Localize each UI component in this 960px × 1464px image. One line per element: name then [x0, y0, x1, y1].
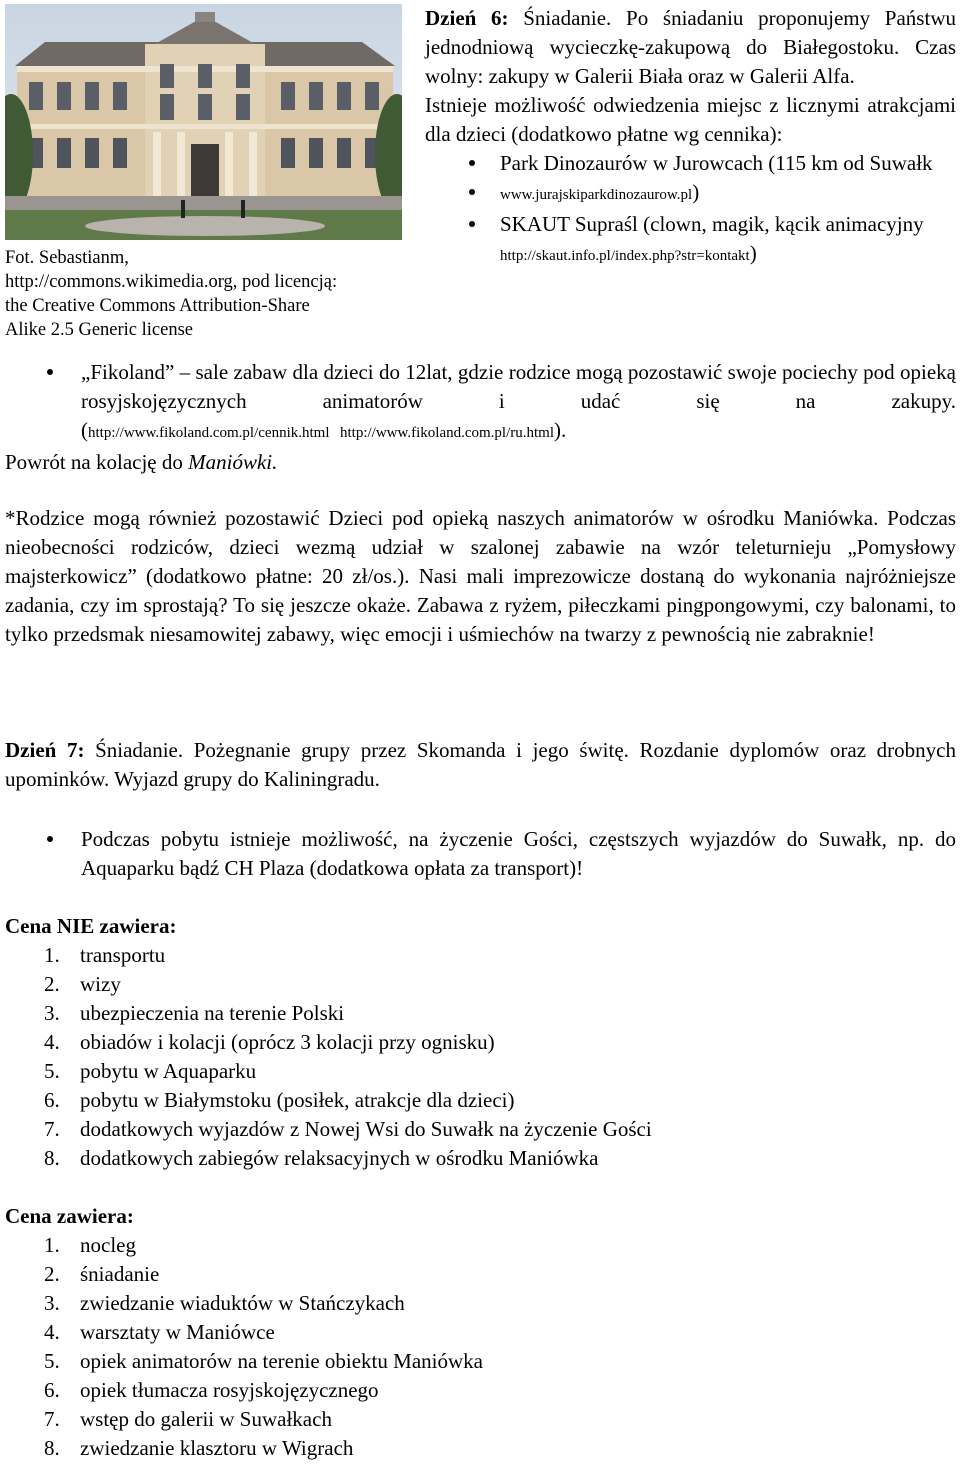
- list-item: 7. dodatkowych wyjazdów z Nowej Wsi do Suwałk na życzenie Gości: [44, 1117, 652, 1141]
- day6-intro-text: Śniadanie. Po śniadaniu proponujemy Państwu jednodniową wycieczkę-zakupową do Białegostoku. Czas wolny: zakupy w Galerii Biała oraz w Galerii Alfa.: [425, 6, 956, 88]
- item-text: Park Dinozaurów w Jurowcach (115 km od Suwałk: [500, 151, 933, 175]
- excludes-section: [5, 912, 956, 1173]
- fikoland-end: ).: [554, 418, 567, 442]
- list-item: 6. pobytu w Białymstoku (posiłek, atrakcje dla dzieci): [44, 1088, 515, 1112]
- includes-title: Cena zawiera:: [5, 1204, 134, 1228]
- excludes-list: [5, 941, 956, 1173]
- item-text: SKAUT Supraśl (clown, magik, kącik animacyjny: [500, 212, 924, 236]
- caption-line: the Creative Commons Attribution-Share: [5, 296, 310, 316]
- list-item: 7. wstęp do galerii w Suwałkach: [44, 1407, 332, 1431]
- list-item: [5, 358, 956, 448]
- day7-section: [5, 736, 956, 794]
- stay-note-block: [5, 825, 956, 883]
- palace-illustration: [5, 4, 402, 240]
- list-item: [425, 149, 956, 178]
- item-link[interactable]: http://skaut.info.pl/index.php?str=kontakt: [500, 248, 750, 264]
- day6-intro: [425, 4, 956, 91]
- stay-note-list: [5, 825, 956, 883]
- list-item: 5. pobytu w Aquaparku: [44, 1059, 257, 1083]
- parents-note-text: *Rodzice mogą również pozostawić Dzieci pod opieką naszych animatorów w ośrodku Maniówka. Podczas nieobecności rodziców, dzieci wezmą udział w szalonej zabawie na wzór teleturnieju „Pomysłowy majsterkowicz” (dodatkowo płatne: 20 zł/os.). Nasi mali imprezowicze dostaną do wykonania najróżniejsze zadania, czy im sprostają? To się jeszcze okaże. Zabawa z ryżem, piłeczkami pingpongowymi, czy balonami, to tylko przedsmak niesamowitej zabawy, więc emocji i uśmiechów na twarzy z pewnością nie zabraknie!: [5, 506, 956, 646]
- caption-line: http://commons.wikimedia.org, pod licencją:: [5, 272, 338, 292]
- fikoland-list: [5, 358, 956, 448]
- return-line: [5, 448, 956, 477]
- return-text: Powrót na kolację do: [5, 450, 189, 474]
- day7-body: Śniadanie. Pożegnanie grupy przez Skomanda i jego świtę. Rozdanie dyplomów oraz drobnych upominków. Wyjazd grupy do Kaliningradu.: [5, 738, 956, 791]
- list-item: 5. opiek animatorów na terenie obiektu Maniówka: [44, 1349, 483, 1373]
- caption-line: Fot. Sebastianm,: [5, 248, 129, 268]
- return-place: Maniówki.: [188, 450, 278, 474]
- item-link[interactable]: www.jurajskiparkdinozaurow.pl: [500, 187, 693, 203]
- photo-caption: [5, 246, 415, 342]
- palace-photo: [5, 4, 402, 240]
- list-item: 3. ubezpieczenia na terenie Polski: [44, 1001, 345, 1025]
- fikoland-text: „Fikoland” – sale zabaw dla dzieci do 12lat, gdzie rodzice mogą pozostawić swoje pociechy pod opieką rosyjskojęzycznych animatorów i udać się na zakupy. (: [81, 360, 956, 442]
- list-item: [425, 178, 956, 210]
- day6-kids-intro: Istnieje możliwość odwiedzenia miejsc z licznymi atrakcjami dla dzieci (dodatkowo płatne wg cennika):: [425, 93, 956, 146]
- list-item: 4. warsztaty w Maniówce: [44, 1320, 275, 1344]
- item-suffix: ): [749, 241, 757, 265]
- includes-list: [5, 1231, 956, 1463]
- list-item: 1. nocleg: [44, 1233, 136, 1257]
- day7-label: Dzień 7:: [5, 738, 85, 762]
- list-item: 3. zwiedzanie wiaduktów w Stańczykach: [44, 1291, 405, 1315]
- list-item: 2. wizy: [44, 972, 121, 996]
- caption-line: Alike 2.5 Generic license: [5, 320, 194, 340]
- day7-text: [5, 736, 956, 794]
- includes-section: [5, 1202, 956, 1463]
- day6-section: [425, 4, 956, 271]
- list-item: 8. zwiedzanie klasztoru w Wigrach: [44, 1436, 354, 1460]
- excludes-title: Cena NIE zawiera:: [5, 914, 177, 938]
- list-item: Podczas pobytu istnieje możliwość, na życzenie Gości, częstszych wyjazdów do Suwałk, np. do Aquaparku bądź CH Plaza (dodatkowa opłata za transport)!: [5, 825, 956, 883]
- list-item: 1. transportu: [44, 943, 166, 967]
- day6-label: Dzień 6:: [425, 6, 509, 30]
- fikoland-link[interactable]: http://www.fikoland.com.pl/ru.html: [340, 425, 555, 441]
- item-suffix: ): [692, 180, 700, 204]
- list-item: 8. dodatkowych zabiegów relaksacyjnych w ośrodku Maniówka: [44, 1146, 599, 1170]
- parents-note: [5, 504, 956, 649]
- fikoland-block: [5, 358, 956, 477]
- list-item: [425, 210, 956, 271]
- list-item: 4. obiadów i kolacji (oprócz 3 kolacji przy ognisku): [44, 1030, 495, 1054]
- kids-attractions-list: [425, 149, 956, 271]
- list-item: 6. opiek tłumacza rosyjskojęzycznego: [44, 1378, 379, 1402]
- fikoland-link[interactable]: http://www.fikoland.com.pl/cennik.html: [88, 425, 330, 441]
- list-item: 2. śniadanie: [44, 1262, 160, 1286]
